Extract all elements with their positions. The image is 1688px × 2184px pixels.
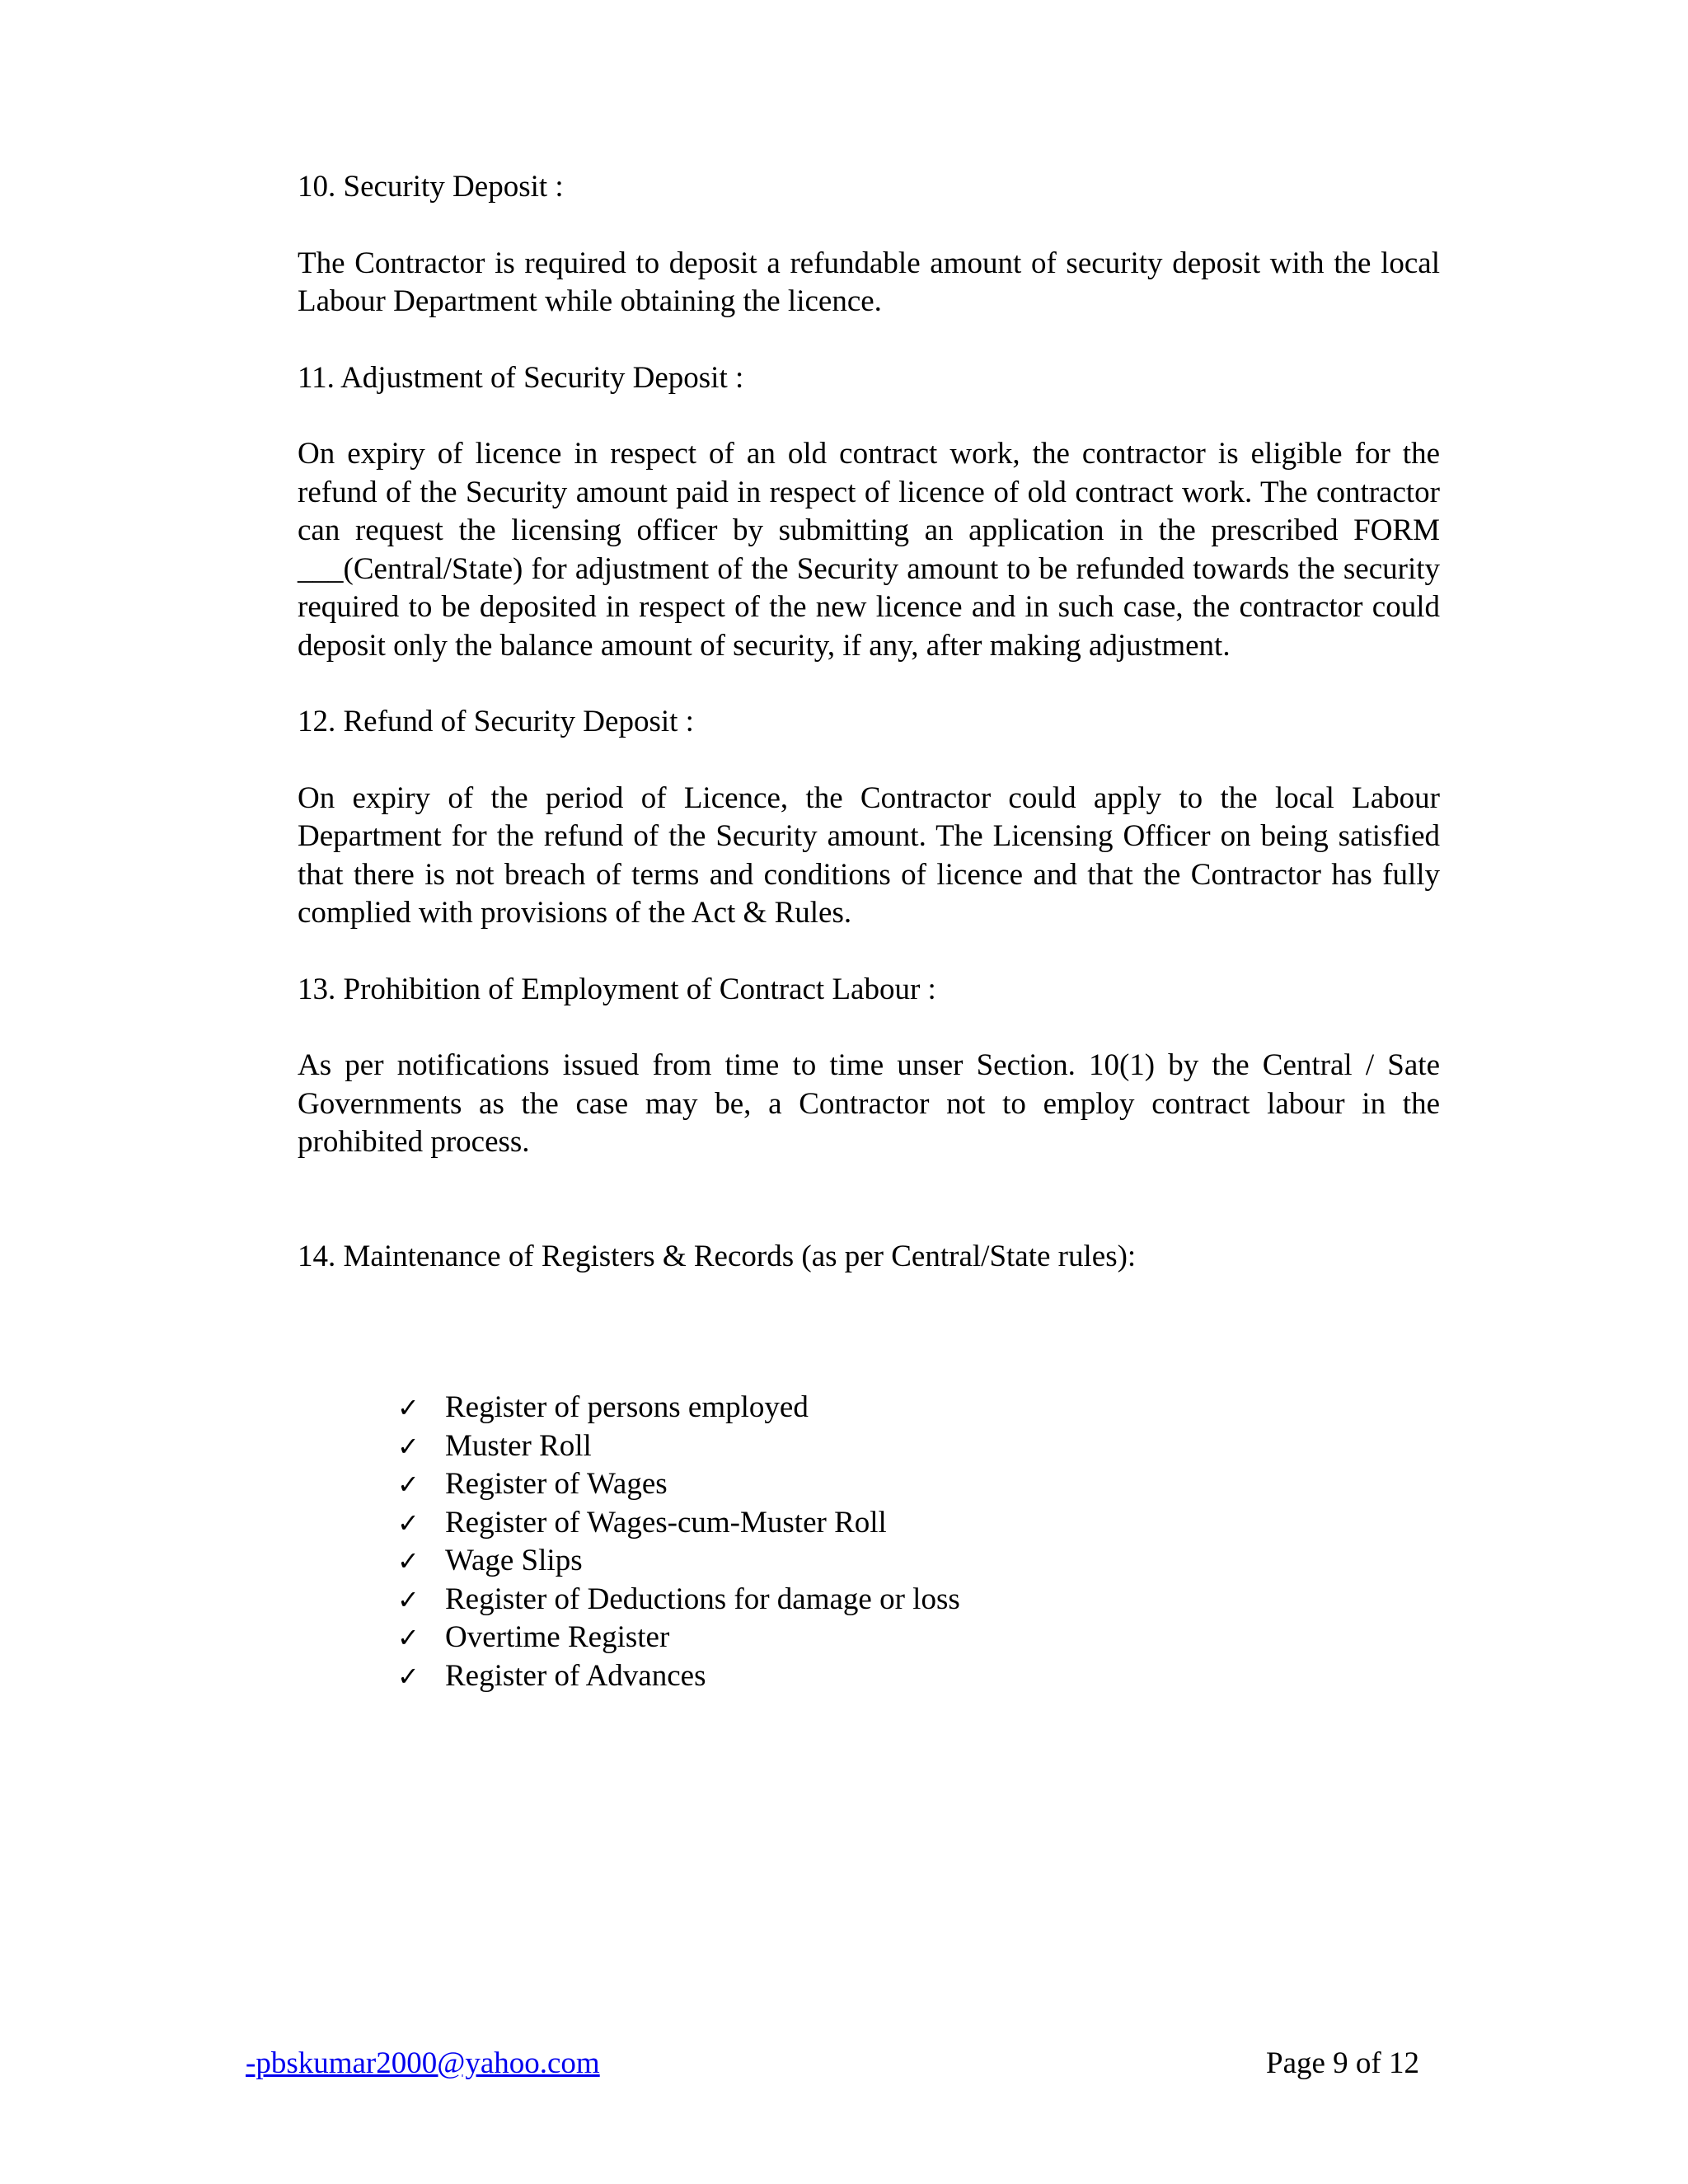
list-item xyxy=(397,1504,1440,1543)
checkmark-icon: ✓ xyxy=(397,1583,420,1615)
footer-email-link[interactable]: -pbskumar2000@yahoo.com xyxy=(246,2046,600,2080)
checkmark-icon: ✓ xyxy=(397,1507,420,1539)
list-item xyxy=(397,1581,1440,1619)
list-item-label: Register of persons employed xyxy=(445,1390,809,1424)
checkmark-icon: ✓ xyxy=(397,1469,420,1500)
list-item-label: Overtime Register xyxy=(445,1620,670,1654)
section-14-heading: 14. Maintenance of Registers & Records (as per Central/State rules): xyxy=(298,1239,1137,1273)
list-item xyxy=(397,1389,1440,1427)
page-number: Page 9 of 12 xyxy=(1266,2046,1419,2080)
section-13-heading: 13. Prohibition of Employment of Contract Labour : xyxy=(298,972,936,1006)
list-item-label: Wage Slips xyxy=(445,1544,583,1577)
section-10-heading: 10. Security Deposit : xyxy=(298,170,564,204)
checkmark-icon: ✓ xyxy=(397,1545,420,1577)
list-item xyxy=(397,1542,1440,1581)
list-item-label: Register of Wages-cum-Muster Roll xyxy=(445,1505,887,1540)
checkmark-icon: ✓ xyxy=(397,1430,420,1462)
list-item-label: Register of Wages xyxy=(445,1467,668,1501)
section-12-paragraph: On expiry of the period of Licence, the Contractor could apply to the local Labour Department for the refund of the Security amount. The Licensing Officer on being satisfied that there is not breach of terms and conditions of licence and that the Contractor has fully complied with provisions of the Act & Rules. xyxy=(298,780,1440,930)
page-content xyxy=(298,168,1440,1695)
list-item-label: Muster Roll xyxy=(445,1428,592,1463)
section-12-heading: 12. Refund of Security Deposit : xyxy=(298,705,694,738)
checkmark-icon: ✓ xyxy=(397,1622,420,1653)
section-13-paragraph: As per notifications issued from time to time unser Section. 10(1) by the Central / Sate Governments as the case may be, a Contractor not to employ contract labour in the prohibited process. xyxy=(298,1048,1440,1159)
list-item xyxy=(397,1465,1440,1504)
section-11-paragraph: On expiry of licence in respect of an old contract work, the contractor is eligible for the refund of the Security amount paid in respect of licence of old contract work. The contractor can request the licensing officer by submitting an application in the prescribed FORM ___(Central/State) for adjustment of the Security amount to be refunded towards the security required to be deposited in respect of the new licence and in such case, the contractor could deposit only the balance amount of security, if any, after making adjustment. xyxy=(298,437,1440,663)
list-item xyxy=(397,1657,1440,1696)
section-10-paragraph: The Contractor is required to deposit a refundable amount of security deposit with the local Labour Department while obtaining the licence. xyxy=(298,246,1440,318)
registers-checklist xyxy=(298,1389,1440,1695)
list-item-label: Register of Deductions for damage or loss xyxy=(445,1582,960,1616)
list-item-label: Register of Advances xyxy=(445,1658,706,1693)
list-item xyxy=(397,1427,1440,1466)
section-11-heading: 11. Adjustment of Security Deposit : xyxy=(298,360,744,395)
checkmark-icon: ✓ xyxy=(397,1660,420,1692)
list-item xyxy=(397,1619,1440,1657)
checkmark-icon: ✓ xyxy=(397,1392,420,1423)
